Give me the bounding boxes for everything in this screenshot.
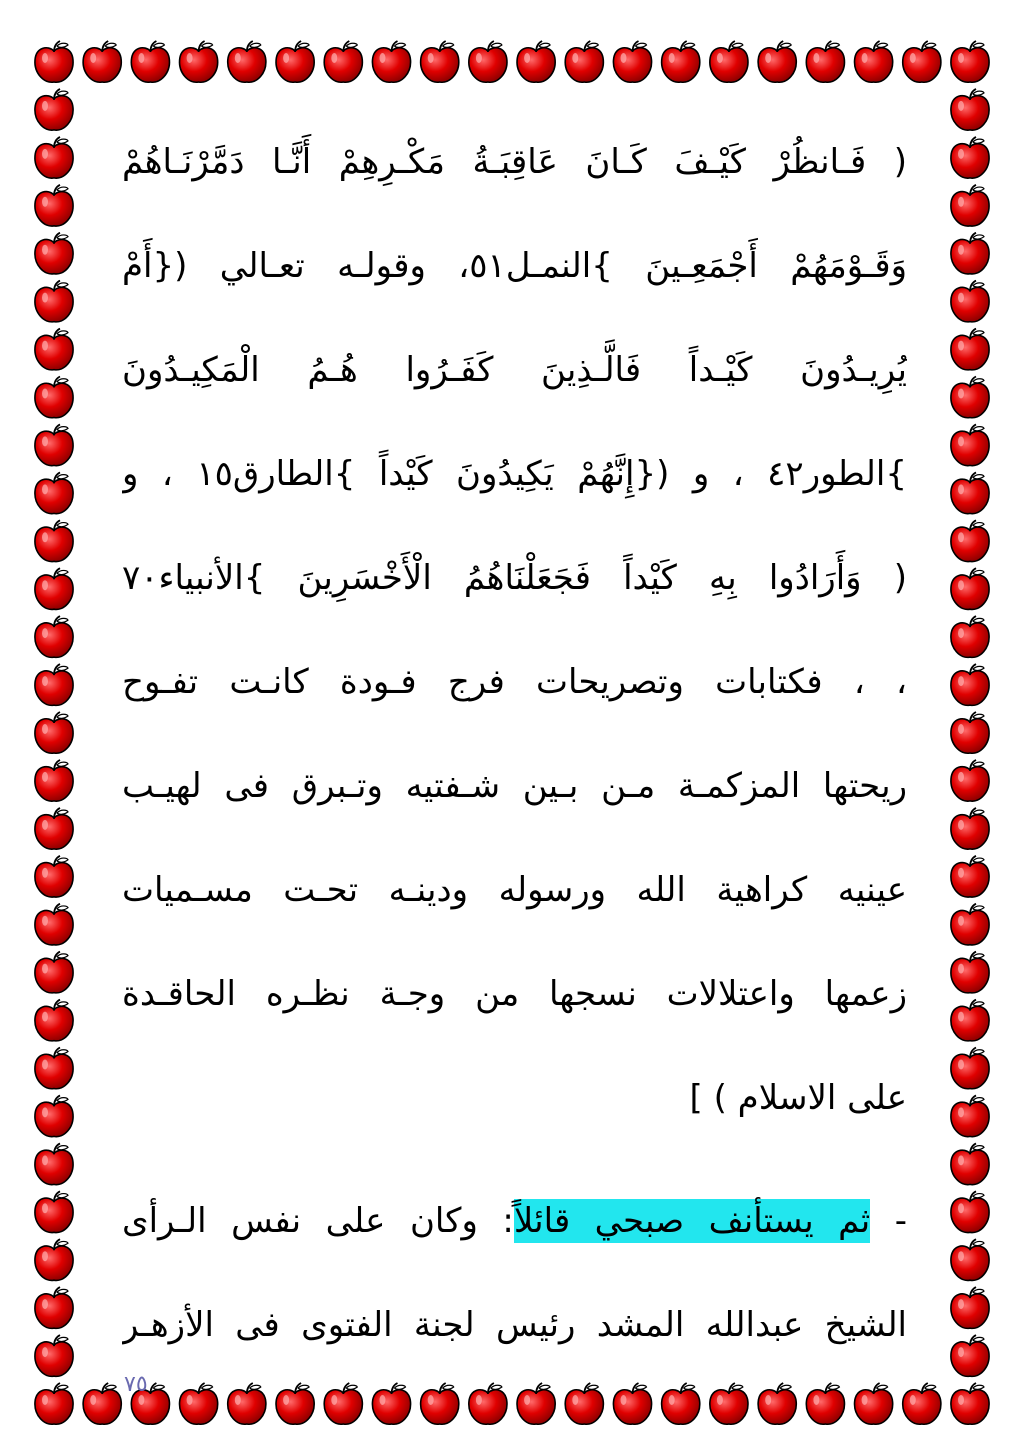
apple-icon [35, 89, 73, 130]
line-suffix: : وكان على نفس الـرأى [122, 1201, 514, 1241]
apple-icon [228, 1383, 266, 1424]
body-text [122, 110, 907, 1377]
apple-icon [35, 520, 73, 561]
apple-icon [951, 616, 989, 657]
apple-icon [35, 1095, 73, 1136]
apple-icon [565, 41, 603, 82]
apple-icon [951, 1287, 989, 1328]
apple-icon [35, 377, 73, 418]
apple-icon [662, 1383, 700, 1424]
apple-icon [35, 712, 73, 753]
text-line: يُرِيـدُونَ كَيْـداً فَالَّـذِينَ كَفَـرُوا هُـمُ الْمَكِيـدُونَ [122, 350, 907, 390]
apple-icon [131, 41, 169, 82]
apple-icon [35, 233, 73, 274]
apple-icon [951, 1000, 989, 1041]
apple-icon [35, 904, 73, 945]
apple-icon [35, 1048, 73, 1089]
apple-icon [372, 41, 410, 82]
apple-icon [951, 1239, 989, 1280]
apple-icon [469, 1383, 507, 1424]
text-line: وَقَـوْمَهُمْ أَجْمَعِـينَ }النمـل٥١، وقولـه تعـالي ({أَمْ [122, 246, 907, 286]
apple-icon [35, 281, 73, 322]
apple-icon [228, 41, 266, 82]
text-line: ريحتها المزكمـة مـن بـين شـفتيه وتـبرق فى لهيـب [122, 766, 907, 806]
apple-icon [951, 424, 989, 465]
apple-icon [35, 185, 73, 226]
apple-icon [855, 41, 893, 82]
apple-icon [951, 1048, 989, 1089]
apple-icon [372, 1383, 410, 1424]
apple-icon [951, 233, 989, 274]
apple-icon [951, 760, 989, 801]
text-line: عينيه كراهية الله ورسوله ودينـه تحـت مسـميات [122, 870, 907, 910]
apple-icon [35, 1143, 73, 1184]
apple-icon [35, 808, 73, 849]
apple-icon [855, 1383, 893, 1424]
apple-icon [951, 1095, 989, 1136]
apple-icon [35, 616, 73, 657]
apple-icon [35, 952, 73, 993]
page-number: ٧٥ [124, 1372, 148, 1397]
apple-icon [324, 41, 362, 82]
apple-icon [951, 856, 989, 897]
text-line: على الاسلام ) ] [689, 1078, 907, 1118]
apple-icon [276, 1383, 314, 1424]
apple-icon [903, 1383, 941, 1424]
apple-icon [710, 1383, 748, 1424]
apple-icon [35, 1287, 73, 1328]
text-line: زعمها واعتلالات نسجها من وجـة نظـره الحاقـدة [122, 974, 907, 1014]
apple-icon [35, 41, 73, 82]
apple-icon [662, 41, 700, 82]
apple-icon [35, 424, 73, 465]
apple-icon [517, 41, 555, 82]
apple-icon [83, 1383, 121, 1424]
apple-icon [951, 520, 989, 561]
apple-icon [951, 281, 989, 322]
apple-icon [613, 41, 651, 82]
apple-icon [951, 377, 989, 418]
apple-icon [951, 712, 989, 753]
apple-icon [35, 760, 73, 801]
apple-icon [951, 1191, 989, 1232]
text-line: }الطور٤٢ ، و ({إِنَّهُمْ يَكِيدُونَ كَيْداً }الطارق١٥ ، و [122, 454, 907, 494]
apple-icon [35, 1335, 73, 1376]
apple-icon [35, 1191, 73, 1232]
highlighted-line [122, 1169, 907, 1273]
apple-icon [35, 1383, 73, 1424]
apple-icon [951, 89, 989, 130]
apple-icon [710, 41, 748, 82]
apple-icon [951, 664, 989, 705]
apple-icon [180, 41, 218, 82]
line-prefix: - [870, 1201, 907, 1241]
apple-icon [951, 904, 989, 945]
apple-icon [951, 41, 989, 82]
apple-icon [758, 1383, 796, 1424]
apple-icon [469, 41, 507, 82]
apple-icon [324, 1383, 362, 1424]
apple-icon [83, 41, 121, 82]
text-line: الشيخ عبدالله المشد رئيس لجنة الفتوى فى الأزهـر [122, 1305, 907, 1345]
apple-icon [951, 808, 989, 849]
apple-icon [951, 472, 989, 513]
apple-icon [951, 329, 989, 370]
apple-icon [951, 1143, 989, 1184]
apple-icon [35, 568, 73, 609]
apple-icon [180, 1383, 218, 1424]
apple-icon [35, 329, 73, 370]
apple-icon [35, 1000, 73, 1041]
apple-icon [35, 856, 73, 897]
text-line: ( وَأَرَادُوا بِهِ كَيْداً فَجَعَلْنَاهُمُ الْأَخْسَرِينَ }الأنبياء٧٠ [122, 558, 907, 598]
apple-icon [951, 1335, 989, 1376]
apple-icon [951, 137, 989, 178]
text-line: ، ، فكتابات وتصريحات فرج فـودة كانـت تفـوح [122, 662, 907, 702]
apple-icon [951, 1383, 989, 1424]
apple-icon [806, 1383, 844, 1424]
apple-icon [421, 41, 459, 82]
apple-icon [35, 1239, 73, 1280]
apple-icon [951, 952, 989, 993]
apple-icon [517, 1383, 555, 1424]
apple-icon [35, 137, 73, 178]
apple-icon [421, 1383, 459, 1424]
apple-icon [35, 472, 73, 513]
apple-icon [35, 664, 73, 705]
apple-icon [613, 1383, 651, 1424]
apple-icon [806, 41, 844, 82]
apple-icon [276, 41, 314, 82]
apple-icon [951, 568, 989, 609]
apple-icon [565, 1383, 603, 1424]
text-line: ( فَـانظُرْ كَيْـفَ كَـانَ عَاقِبَـةُ مَكْـرِهِمْ أَنَّـا دَمَّرْنَـاهُمْ [122, 142, 907, 182]
apple-icon [758, 41, 796, 82]
apple-icon [903, 41, 941, 82]
apple-icon [951, 185, 989, 226]
highlighted-text: ثم يستأنف صبحي قائلاً [513, 1201, 871, 1241]
